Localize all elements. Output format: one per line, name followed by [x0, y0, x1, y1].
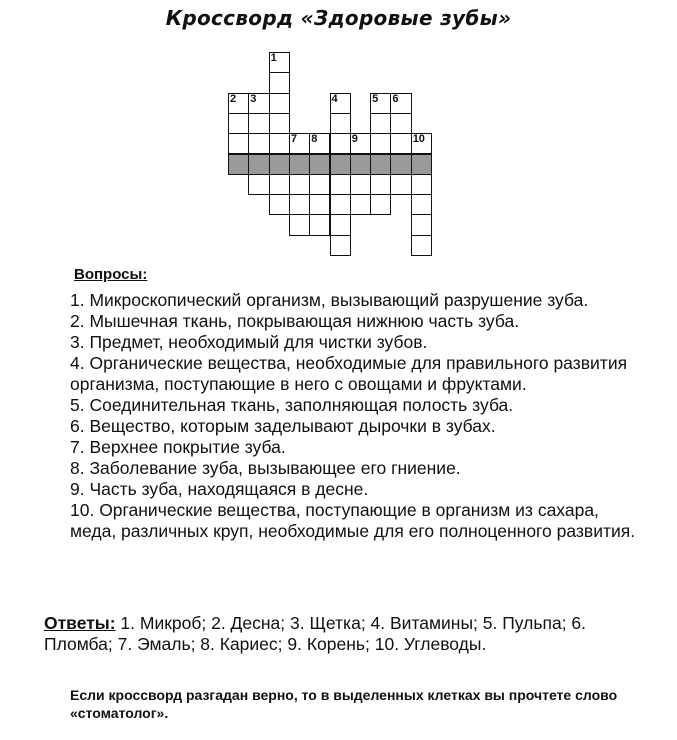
clue-number: 9 [351, 133, 358, 146]
question-8: 8. Заболевание зуба, вызывающее его гниение. [70, 458, 461, 478]
question-6: 6. Вещество, которым заделывают дырочки в зубах. [70, 416, 496, 436]
crossword-cell [269, 113, 290, 134]
question-5: 5. Соединительная ткань, заполняющая полость зуба. [70, 395, 514, 415]
crossword-cell [390, 174, 411, 195]
crossword-cell [248, 133, 269, 154]
crossword-cell [309, 133, 330, 154]
highlighted-cell [228, 154, 249, 175]
crossword-cell [269, 174, 290, 195]
crossword-cell [370, 133, 391, 154]
crossword-cell [350, 174, 371, 195]
clue-number: 7 [290, 133, 298, 146]
crossword-cell [350, 133, 371, 154]
crossword-cell [411, 194, 432, 215]
crossword-cell [248, 174, 269, 195]
crossword-cell [330, 133, 351, 154]
crossword-cell [289, 214, 310, 235]
question-2: 2. Мышечная ткань, покрывающая нижнюю часть зуба. [70, 311, 520, 331]
crossword-cell [370, 174, 391, 195]
highlighted-cell [370, 154, 391, 175]
crossword-cell [390, 113, 411, 134]
question-7: 7. Верхнее покрытие зуба. [70, 437, 286, 457]
questions-heading: Вопросы: [74, 266, 148, 283]
crossword-cell [248, 113, 269, 134]
question-1: 1. Микроскопический организм, вызывающий разрушение зуба. [70, 290, 589, 310]
crossword-cell [330, 93, 351, 114]
answers-heading: Ответы: [44, 613, 116, 633]
footer-note: Если кроссворд разгадан верно, то в выделенных клетках вы прочтете слово «стоматолог». [70, 687, 618, 721]
crossword-cell [269, 133, 290, 154]
crossword-cell [269, 93, 290, 114]
question-10: 10. Органические вещества, поступающие в организм из сахара, меда, различных круп, необходимые для его полноценного развития. [70, 500, 636, 541]
crossword-cell [330, 235, 351, 256]
question-9: 9. Часть зуба, находящаяся в десне. [70, 479, 369, 499]
crossword-cell [228, 133, 249, 154]
highlighted-cell [269, 154, 290, 175]
clue-number: 5 [372, 92, 379, 105]
clue-number: 2 [230, 92, 237, 105]
crossword-cell [390, 133, 411, 154]
crossword-cell [370, 194, 391, 215]
crossword-cell [350, 194, 371, 215]
highlighted-cell [289, 154, 310, 175]
page-title: Кроссворд «Здоровые зубы» [165, 6, 512, 30]
crossword-cell [330, 113, 351, 134]
crossword-cell [411, 235, 432, 256]
crossword-cell [330, 194, 351, 215]
clue-number: 3 [250, 92, 257, 105]
questions-list [44, 290, 644, 542]
crossword-cell [411, 133, 432, 154]
crossword-cell [269, 52, 290, 73]
crossword-cell [289, 194, 310, 215]
crossword-cell [411, 174, 432, 195]
clue-number: 4 [331, 92, 338, 105]
highlighted-cell [411, 154, 432, 175]
clue-number: 6 [392, 92, 399, 105]
crossword-cell [390, 93, 411, 114]
clue-number: 10 [412, 133, 425, 146]
highlighted-cell [330, 154, 351, 175]
crossword-cell [228, 93, 249, 114]
question-4: 4. Органические вещества, необходимые для правильного развития организма, поступающие в него с овощами и фруктами. [70, 353, 628, 394]
crossword-cell [248, 93, 269, 114]
highlighted-cell [248, 154, 269, 175]
question-3: 3. Предмет, необходимый для чистки зубов. [70, 332, 428, 352]
crossword-cell [370, 93, 391, 114]
crossword-cell [269, 72, 290, 93]
crossword-cell [269, 194, 290, 215]
crossword-cell [289, 174, 310, 195]
crossword-cell [309, 194, 330, 215]
highlighted-cell [390, 154, 411, 175]
crossword-cell [228, 113, 249, 134]
highlighted-cell [309, 154, 330, 175]
crossword-cell [309, 214, 330, 235]
clue-number: 1 [270, 52, 277, 64]
crossword-grid [0, 0, 677, 270]
answers-text: 1. Микроб; 2. Десна; 3. Щетка; 4. Витамины; 5. Пульпа; 6. Пломба; 7. Эмаль; 8. Кариес; 9. Корень; 10. Углеводы. [44, 613, 587, 654]
crossword-cell [330, 174, 351, 195]
crossword-cell [289, 133, 310, 154]
crossword-cell [411, 214, 432, 235]
answers-block [44, 613, 644, 655]
highlighted-cell [350, 154, 371, 175]
crossword-cell [370, 113, 391, 134]
clue-number: 8 [311, 133, 318, 146]
crossword-cell [309, 174, 330, 195]
crossword-cell [330, 214, 351, 235]
